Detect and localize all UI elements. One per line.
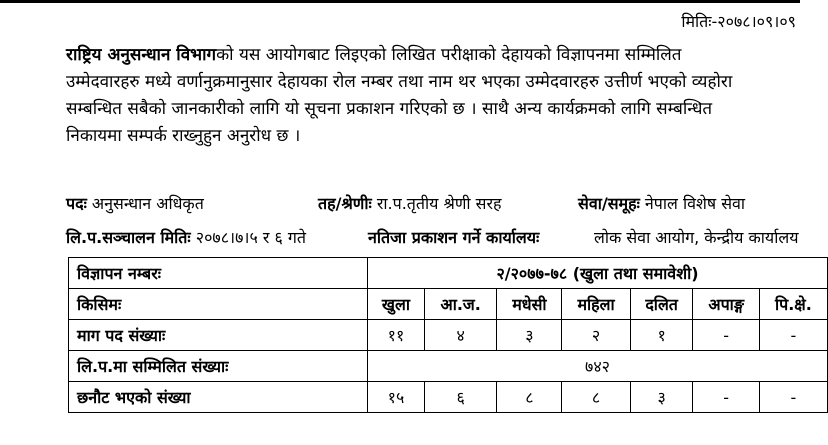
paragraph-line-1-text: को यस आयोगबाट लिइएको लिखित परीक्षाको देहायको विज्ञापनमा सम्मिलित — [216, 45, 682, 65]
paragraph-line-2: उम्मेदवारहरु मध्ये वर्णानुक्रमानुसार देहायका रोल नम्बर तथा नाम थर भएका उम्मेदवारहरु उत्तीर्ण भएको व्यहोरा — [66, 72, 733, 92]
category-label: किसिमः — [69, 289, 368, 320]
office-label-field — [368, 226, 539, 248]
level-value: रा.प.तृतीय श्रेणी सरह — [376, 194, 502, 213]
selected-row — [69, 382, 828, 413]
demand-cell: ११ — [368, 320, 425, 351]
service-value: नेपाल विशेष सेवा — [644, 194, 746, 213]
service-label: सेवा/समूहः — [578, 194, 640, 213]
department-name: राष्ट्रिय अनुसन्धान विभाग — [66, 45, 217, 65]
category-cell: दलित — [630, 289, 693, 320]
demand-cell: २ — [562, 320, 630, 351]
category-cell: खुला — [368, 289, 425, 320]
office-label: नतिजा प्रकाशन गर्ने कार्यालयः — [368, 228, 540, 247]
post-value: अनुसन्धान अधिकृत — [91, 194, 204, 213]
post-field — [66, 192, 204, 214]
category-cell: महिला — [562, 289, 630, 320]
adv-number-value: २/२०७७-७८ (खुला तथा समावेशी) — [368, 258, 828, 289]
notice-date: मितिः-२०७८।०९।०९ — [681, 12, 796, 31]
included-label: लि.प.मा सम्मिलित संख्याः — [69, 351, 368, 382]
category-cell: आ.ज. — [424, 289, 496, 320]
demand-cell: ३ — [497, 320, 562, 351]
category-cell: पि.क्षे. — [759, 289, 827, 320]
demand-row — [69, 320, 828, 351]
selected-label: छनौट भएको संख्या — [69, 382, 368, 413]
service-field — [578, 192, 745, 214]
demand-label: माग पद संख्याः — [69, 320, 368, 351]
selected-cell: ८ — [497, 382, 562, 413]
office-value-field — [594, 226, 799, 248]
adv-number-row — [69, 258, 828, 289]
paragraph-line-3: सम्बन्धित सबैको जानकारीको लागि यो सूचना प्रकाशन गरिएको छ । साथै अन्य कार्यक्रमको लागि सम्बन्धित — [66, 99, 713, 119]
selected-cell: ३ — [630, 382, 693, 413]
category-row — [69, 289, 828, 320]
selected-cell: ६ — [424, 382, 496, 413]
office-value: लोक सेवा आयोग, केन्द्रीय कार्यालय — [594, 228, 799, 247]
selected-cell: - — [759, 382, 827, 413]
paragraph-line-4: निकायमा सम्पर्क राख्नुहुन अनुरोध छ । — [66, 126, 301, 146]
exam-date-value: २०७८।७।५ र ६ गते — [195, 228, 307, 247]
advertisement-table — [68, 257, 828, 413]
level-label: तह/श्रेणीः — [318, 194, 372, 213]
selected-cell: - — [693, 382, 759, 413]
category-cell: मधेसी — [497, 289, 562, 320]
selected-cell: १५ — [368, 382, 425, 413]
category-cell: अपाङ्ग — [693, 289, 759, 320]
demand-cell: १ — [630, 320, 693, 351]
demand-cell: - — [759, 320, 827, 351]
notice-paragraph — [66, 42, 806, 150]
included-row — [69, 351, 828, 382]
top-border-line — [0, 0, 800, 3]
level-field — [318, 192, 502, 214]
paragraph-line-1 — [66, 42, 806, 69]
demand-cell: - — [693, 320, 759, 351]
exam-date-field — [66, 226, 306, 248]
selected-cell: ८ — [562, 382, 630, 413]
included-value: ७४२ — [368, 351, 828, 382]
post-label: पदः — [66, 194, 87, 213]
exam-date-label: लि.प.सञ्चालन मितिः — [66, 228, 191, 247]
adv-number-label: विज्ञापन नम्बरः — [69, 258, 368, 289]
demand-cell: ४ — [424, 320, 496, 351]
